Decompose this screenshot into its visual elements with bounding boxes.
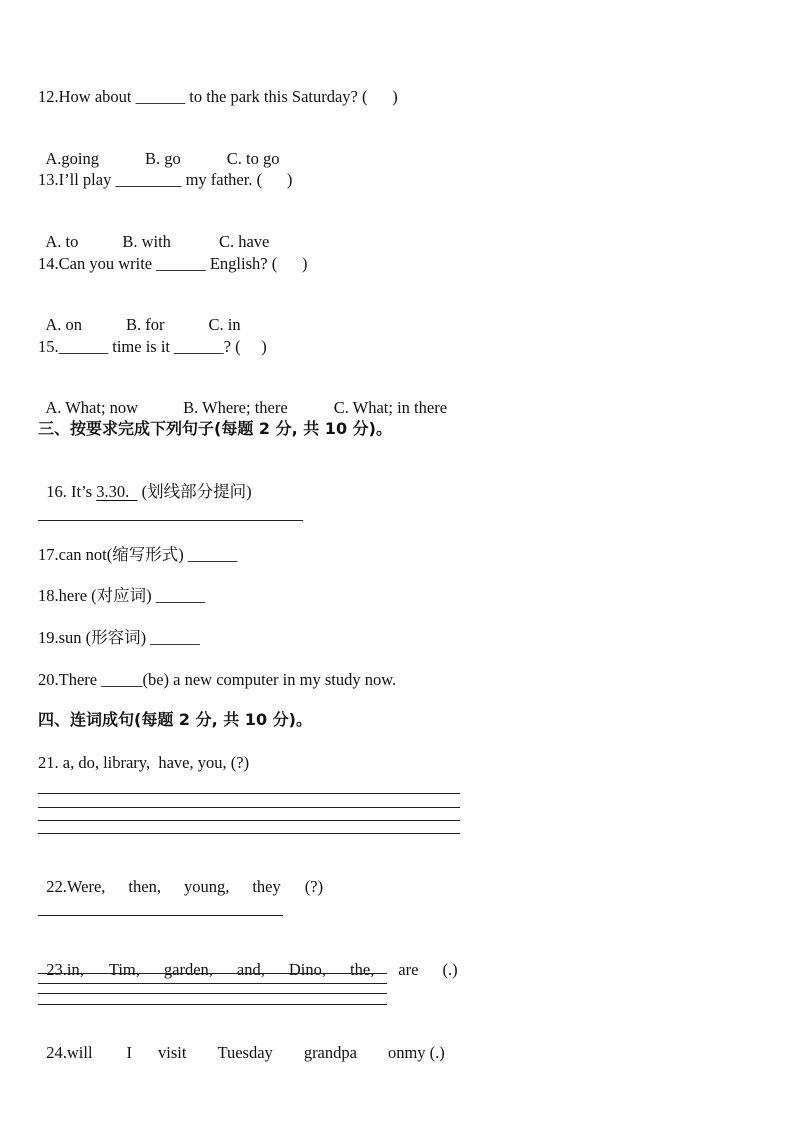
question-14: 14.Can you write ______ English? ( )	[38, 254, 308, 273]
section-3-heading: 三、按要求完成下列句子(每题 2 分, 共 10 分)。	[38, 419, 392, 438]
q16-instruction: (划线部分提问)	[137, 482, 252, 501]
word: Tim,	[108, 960, 140, 979]
word: visit	[158, 1043, 187, 1062]
word: (?)	[304, 877, 324, 896]
word: 23.in,	[46, 960, 84, 979]
q16-prefix: 16. It’s	[46, 482, 97, 501]
question-18: 18.here (对应词) ______	[38, 586, 206, 605]
word: are	[398, 960, 419, 979]
question-23	[38, 940, 458, 980]
question-19: 19.sun (形容词) ______	[38, 628, 200, 647]
question-12-options	[38, 129, 279, 169]
answer-line	[38, 833, 460, 834]
answer-line	[38, 820, 460, 821]
option-c: C. What; in there	[333, 398, 448, 417]
option-a: A. to	[45, 232, 79, 251]
option-b: B. go	[144, 149, 181, 168]
word: then,	[128, 877, 161, 896]
question-24	[38, 1023, 445, 1063]
answer-line	[38, 915, 283, 916]
word: and,	[236, 960, 265, 979]
answer-line	[38, 973, 387, 974]
word: (.)	[442, 960, 458, 979]
answer-line	[38, 807, 460, 808]
question-15-options	[38, 378, 447, 418]
option-a: A. What; now	[45, 398, 139, 417]
question-17: 17.can not(缩写形式) ______	[38, 545, 238, 564]
section-4-heading: 四、连词成句(每题 2 分, 共 10 分)。	[38, 710, 312, 729]
option-b: B. with	[122, 232, 171, 251]
question-15: 15.______ time is it ______? ( )	[38, 337, 267, 356]
option-a: A. on	[45, 315, 83, 334]
answer-line	[38, 993, 387, 994]
answer-line	[38, 1004, 387, 1005]
word: Dino,	[288, 960, 326, 979]
option-c: C. to go	[226, 149, 280, 168]
answer-line	[38, 793, 460, 794]
word: they	[252, 877, 281, 896]
word: young,	[183, 877, 230, 896]
question-14-options	[38, 295, 241, 335]
word: 22.Were,	[46, 877, 106, 896]
q16-underlined-answer: 3.30.	[96, 482, 138, 501]
question-20: 20.There _____(be) a new computer in my study now.	[38, 670, 397, 689]
question-22	[38, 857, 323, 897]
question-12: 12.How about ______ to the park this Saturday? ( )	[38, 87, 398, 106]
option-c: C. in	[208, 315, 241, 334]
option-b: B. for	[126, 315, 165, 334]
option-a: A.going	[45, 149, 99, 168]
word: grandpa	[303, 1043, 357, 1062]
word: I	[126, 1043, 133, 1062]
word: the,	[350, 960, 375, 979]
question-16	[38, 462, 252, 502]
option-c: C. have	[218, 232, 270, 251]
word: garden,	[163, 960, 213, 979]
option-b: B. Where; there	[183, 398, 288, 417]
question-13: 13.I’ll play ________ my father. ( )	[38, 170, 293, 189]
question-21: 21. a, do, library, have, you, (?)	[38, 753, 250, 772]
word: 24.will	[46, 1043, 93, 1062]
question-13-options	[38, 212, 269, 252]
word: onmy (.)	[387, 1043, 445, 1062]
answer-line	[38, 520, 303, 521]
word: Tuesday	[217, 1043, 273, 1062]
answer-line	[38, 983, 387, 984]
